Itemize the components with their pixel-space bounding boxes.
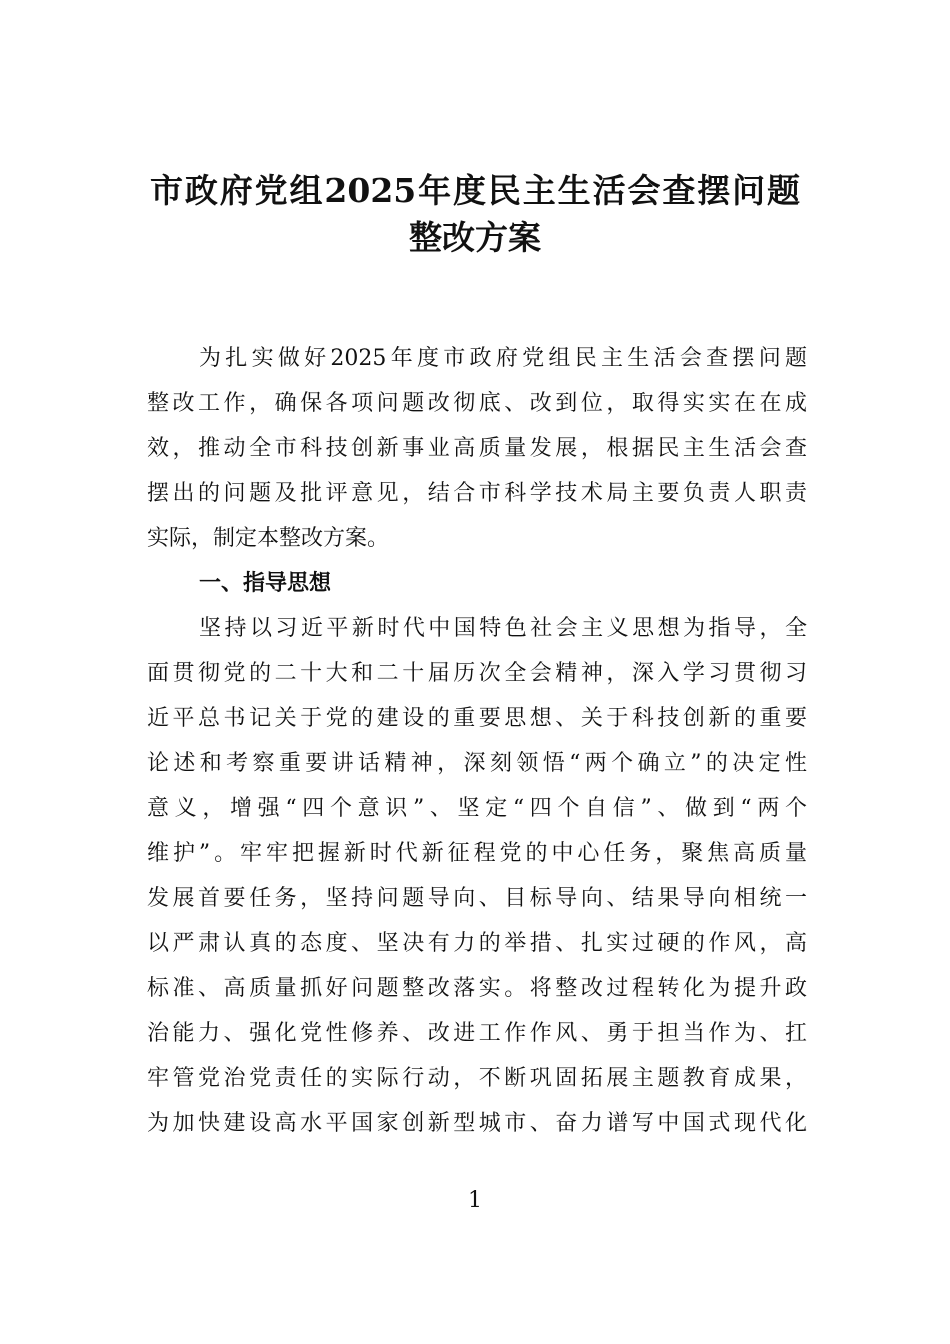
paragraph-line: 论述和考察重要讲话精神，深刻领悟“两个确立”的决定性	[147, 751, 807, 776]
paragraph-line: 意义，增强“四个意识”、坚定“四个自信”、做到“两个	[147, 796, 807, 821]
paragraph-line: 为加快建设高水平国家创新型城市、奋力谱写中国式现代化	[147, 1111, 807, 1136]
paragraph-line: 面贯彻党的二十大和二十届历次全会精神，深入学习贯彻习	[147, 661, 807, 686]
section-1-paragraph	[147, 606, 807, 1146]
paragraph-line: 摆出的问题及批评意见，结合市科学技术局主要负责人职责	[147, 481, 807, 506]
paragraph-line: 标准、高质量抓好问题整改落实。将整改过程转化为提升政	[147, 976, 807, 1001]
paragraph-line: 为扎实做好2025年度市政府党组民主生活会查摆问题	[199, 346, 807, 371]
paragraph-line: 实际，制定本整改方案。	[147, 526, 390, 551]
paragraph-line: 牢管党治党责任的实际行动，不断巩固拓展主题教育成果，	[147, 1066, 807, 1091]
paragraph-line: 整改工作，确保各项问题改彻底、改到位，取得实实在在成	[147, 391, 807, 416]
document-title-line-2: 整改方案	[409, 218, 541, 257]
section-heading: 一、指导思想	[199, 571, 332, 596]
paragraph-line: 治能力、强化党性修养、改进工作作风、勇于担当作为、扛	[147, 1021, 807, 1046]
paragraph-line: 维护”。牢牢把握新时代新征程党的中心任务，聚焦高质量	[147, 841, 807, 866]
document-body	[147, 336, 807, 1146]
page-number: 1	[468, 1188, 482, 1213]
paragraph-line: 坚持以习近平新时代中国特色社会主义思想为指导，全	[199, 616, 807, 641]
intro-paragraph	[147, 336, 807, 561]
paragraph-line: 近平总书记关于党的建设的重要思想、关于科技创新的重要	[147, 706, 807, 731]
paragraph-line: 效，推动全市科技创新事业高质量发展，根据民主生活会查	[147, 436, 807, 461]
paragraph-line: 以严肃认真的态度、坚决有力的举措、扎实过硬的作风，高	[147, 931, 807, 956]
paragraph-line: 发展首要任务，坚持问题导向、目标导向、结果导向相统一	[147, 886, 807, 911]
document-title-line-1: 市政府党组2025年度民主生活会查摆问题	[150, 171, 800, 210]
